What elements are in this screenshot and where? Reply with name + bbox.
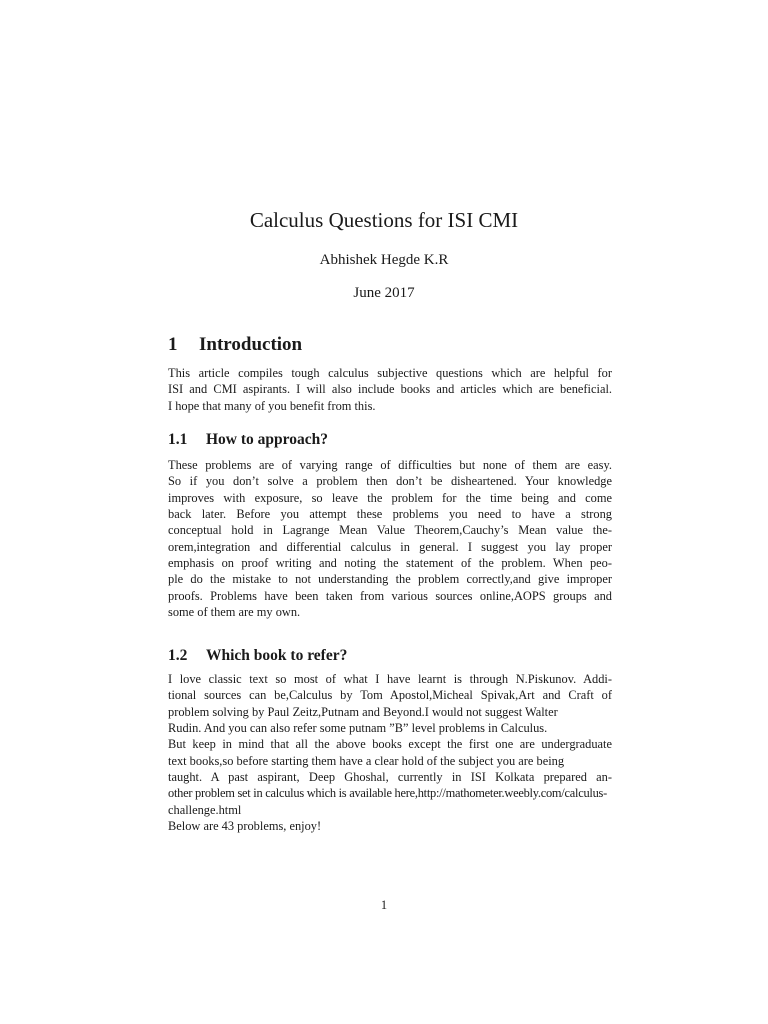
document-author: Abhishek Hegde K.R (319, 252, 449, 268)
paragraph-line: some of them are my own. (168, 605, 301, 620)
paragraph-line: other problem set in calculus which is available here,http://mathometer.weebly.com/calculus- (168, 786, 607, 801)
paragraph-line: ISI and CMI aspirants. I will also include books and articles which are beneficial. (168, 382, 612, 397)
section-number: 1 (168, 334, 178, 355)
subsection-title: How to approach? (206, 431, 329, 448)
subsection-heading-how-to-approach (168, 430, 328, 450)
which-book-paragraph (168, 671, 612, 834)
page-number: 1 (380, 898, 388, 912)
document-date: June 2017 (353, 285, 415, 301)
subsection-heading-which-book (168, 646, 347, 666)
introduction-paragraph (168, 365, 612, 414)
subsection-title: Which book to refer? (206, 647, 348, 664)
document-title: Calculus Questions for ISI CMI (249, 208, 519, 232)
paragraph-line: So if you don’t solve a problem then don’t be disheartened. Your knowledge (168, 474, 612, 489)
section-heading-introduction (168, 333, 302, 357)
paragraph-line: orem,integration and differential calculus in general. I suggest you lay proper (168, 539, 612, 554)
paragraph-line: back later. Before you attempt these problems you need to have a strong (168, 507, 612, 522)
paragraph-line: taught. A past aspirant, Deep Ghoshal, currently in ISI Kolkata prepared an- (168, 770, 612, 785)
paragraph-line: improves with exposure, so leave the problem for the time being and come (168, 490, 612, 505)
subsection-number: 1.2 (168, 647, 188, 664)
paragraph-line: problem solving by Paul Zeitz,Putnam and Beyond.I would not suggest Walter (168, 704, 558, 719)
paragraph-line: Below are 43 problems, enjoy! (168, 819, 322, 834)
paragraph-line: These problems are of varying range of difficulties but none of them are easy. (168, 458, 612, 472)
paragraph-line: I love classic text so most of what I have learnt is through N.Piskunov. Addi- (168, 672, 612, 686)
subsection-number: 1.1 (168, 431, 188, 448)
paragraph-line: text books,so before starting them have a clear hold of the subject you are being (168, 753, 565, 768)
paragraph-line: But keep in mind that all the above books except the first one are undergraduate (168, 737, 612, 752)
paragraph-line: emphasis on proof writing and noting the statement of the problem. When peo- (168, 556, 612, 571)
paragraph-line: ple do the mistake to not understanding the problem correctly,and give improper (168, 572, 612, 587)
paragraph-line: I hope that many of you benefit from this. (168, 398, 376, 413)
paragraph-line: proofs. Problems have been taken from various sources online,AOPS groups and (168, 588, 612, 603)
paragraph-line: This article compiles tough calculus subjective questions which are helpful for (168, 366, 612, 380)
paragraph-line: tional sources can be,Calculus by Tom Apostol,Micheal Spivak,Art and Craft of (168, 688, 612, 703)
paragraph-line: Rudin. And you can also refer some putnam ”B” level problems in Calculus. (168, 721, 548, 736)
section-title: Introduction (199, 334, 303, 355)
paragraph-line: conceptual hold in Lagrange Mean Value Theorem,Cauchy’s Mean value the- (168, 523, 612, 538)
paragraph-line: challenge.html (168, 802, 242, 817)
how-to-approach-paragraph (168, 457, 612, 620)
